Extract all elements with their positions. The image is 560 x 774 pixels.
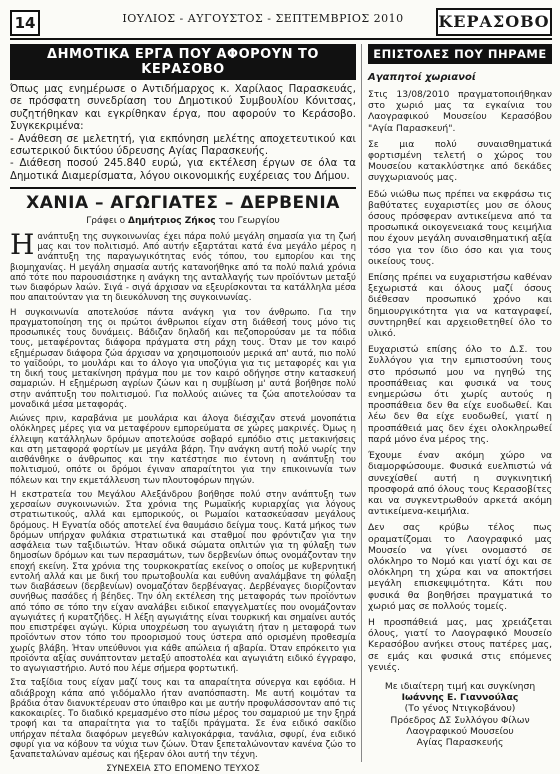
left-column — [10, 44, 356, 774]
letter-salutation: Αγαπητοί χωριανοί — [368, 72, 476, 83]
letters-title: ΕΠΙΣΤΟΛΕΣ ΠΟΥ ΠΗΡΑΜΕ — [368, 44, 552, 64]
article-paragraph-1 — [10, 227, 356, 304]
letter-paragraph: Ευχαριστώ επίσης όλο το Δ.Σ. του Συλλόγου για την εμπιστοσύνη τους στο πρόσωπό μου να ηγηθώ της προσπάθειας και φυσικά να τους ενημερώσω ότι χωρίς αυτούς η προσπάθεια δεν θα είχε ευοδωθεί. Και λέω δεν θα είχε ευοδωθεί, γιατί η προσπάθειά μας δεν έχει ολοκληρωθεί παρά μόνο ένα μέρος της. — [368, 344, 552, 445]
article-headline: ΧΑΝΙΑ – ΑΓΩΓΙΑΤΕΣ – ΔΕΡΒΕΝΙΑ — [26, 192, 340, 213]
section-divider — [10, 187, 356, 189]
letter-paragraph: Εδώ νιώθω πως πρέπει να εκφράσω τις βαθύτατες ευχαριστίες μου σε όλους όσους πρόσφεραν αντικείμενα από τα προσωπικά οικογενειακά τους κειμήλια που έχουν μεγάλη συναισθηματική αξία τόσο για τον ίδιο όσο και για τους οικείους τους. — [368, 188, 552, 267]
letter-paragraph: Σε μια πολύ συναισθηματικά φορτισμένη τελετή ο χώρος του Μουσείου κατακλύστηκε από δεκάδες συγχωριανούς μας. — [368, 138, 552, 184]
signature-org: Λαογραφικού Μουσείου — [406, 725, 514, 737]
header-rule — [10, 38, 552, 40]
article-paragraph-3: Αιώνες πριν, καραβάνια με μουλάρια και άλογα διέσχιζαν στενά μονοπάτια ολόκληρες μέρες για να μεταφέρουν εμπορεύματα σε χώρες μακρινές. Όμως η έλλειψη κατάλληλων δρόμων αποτελούσε σοβαρό εμπόδιο στις μετακινήσεις και στη μεταφορά φορτίων με μεγάλα βάρη. Την ανάγκη αυτή πολύ νωρίς την αισθάνθηκε ο άνθρωπος και την κατέστησε πιο έντονη η ανάπτυξη του πολιτισμού, οπότε οι δρόμοι έγιναν απαραίτητοι για την επικοινωνία των πόλεων και την εκμετάλλευση των πλουτοφόρων πηγών. — [10, 414, 356, 486]
byline-author: Δημήτριος Ζήκος — [128, 215, 216, 226]
article-paragraph-4: Η εκστρατεία του Μεγάλου Αλεξάνδρου βοήθησε πολύ στην ανάπτυξη των χερσαίων συγκοινωνιών. Στα χρόνια της Ρωμαϊκής κυριαρχίας για λόγους στρατιωτικούς, αλλά και εμπορικούς, οι Ρωμαίοι κατασκεύασαν μεγάλους δρόμους. Η Εγνατία οδός αποτελεί ένα θαυμάσιο δείγμα τους. Κατά μήκος των δρόμων υπήρχαν φυλάκια στρατιωτικά και σταθμοί που φρόντιζαν για την ασφάλεια των ταξιδιωτών. Ήταν οδικά σώματα οπλιτών για τη φύλαξη των δημοσίων δρόμων και των περασμάτων, των δερβενίων όπως ονομάζονταν την εποχή εκείνη. Στα χρόνια της τουρκοκρατίας εκείνος ο οποίος με κυβερνητική εντολή αλλά και με δική του πρωτοβουλία και ευθύνη αναλάμβανε τη φύλαξη των διαβάσεων (δερβενίων) ονομαζόταν δερβέναγας. Δερβέναγες διορίζονταν συνήθως πασάδες ή βέηδες. Την όλη εκτέλεση της μεταφοράς των προϊόντων από τόπο σε τόπο την είχαν αναλάβει ειδικοί επαγγελματίες που ονομάζονταν αγωγιάτες ή κυρατζήδες. Η λέξη αγωγιάτης είναι τουρκική και σημαίνει αυτός που επιστρέφει αγώγι. Κύρια υποχρέωση του αγωγιάτη ήταν η μεταφορά των προϊόντων στον τόπο του προορισμού τους ύστερα από ορισμένη προθεσμία χωρίς βλάβη. Ήταν υπεύθυνοι για κάθε απώλεια ή αβαρία. Όταν επρόκειτο για προϊόντα αξίας συνάπτονταν μεταξύ αποστολέα και αγωγιάτη ειδικό έγγραφο, το αγωγιαστήριο. Αυτό που λέμε σήμερα φορτωτική. — [10, 489, 356, 674]
signature-note: (Το γένος Ντιγκοβάνου) — [404, 703, 516, 715]
works-item-2: - Διάθεση ποσού 245.840 ευρώ, για εκτέλεση έργων σε όλα τα Δημοτικά Διαμερίσματα, λόγου οικονομικής ευχέρειας του Δήμου. — [10, 158, 356, 182]
works-body — [10, 84, 356, 183]
letter-paragraph: Δεν σας κρύβω τέλος πως οραματίζομαι το Λαογραφικό μας Μουσείο να γίνει ονομαστό σε ολόκληρο το Νομό και γιατί όχι και σε ολόκληρη τη χώρα και να αποκτήσει μεγάλη επισκεψιμότητα. Κάτι που φυσικά θα βοηθήσει πραγματικά το χωριό μας σε πολλούς τομείς. — [368, 522, 552, 612]
works-item-1: - Ανάθεση σε μελετητή, για εκπόνηση μελέτης αποχετευτικού και εσωτερικού δικτύου ύδρευσης Αγίας Παρασκευής. — [10, 133, 356, 158]
article-byline — [10, 216, 356, 226]
article-paragraph-2: Η συγκοινωνία αποτελούσε πάντα ανάγκη για τον άνθρωπο. Για την πραγματοποίηση της οι πρώτοι άνθρωποι είχαν στη διάθεσή τους μόνο τις προσωπικές τους δυνάμεις. Βάδιζαν δηλαδή και πεζοπορούσαν με τα πόδια τους, μεταφέροντας διάφορα πράγματα στη ράχη τους. Όταν με τον καιρό εξημέρωσαν διάφορα ζώα άρχισαν να χρησιμοποιούν μερικά απ' αυτά, πιο πολύ το γαϊδούρι, το μουλάρι και το άλογο για υποζύγια για τις μεταφορές και για τη δική τους μετακίνηση πράγμα που με τον καιρό οδήγησε στην κατασκευή σαμαριών. Η εξημέρωση αγρίων ζώων και η συμβίωση μ' αυτά βοήθησε πολύ στην ανάπτυξη του πολιτισμού. Για πολλούς αιώνες τα ζώα αποτελούσαν τα μοναδικά μέσα μεταφοράς. — [10, 307, 356, 410]
letter-paragraph: Στις 13/08/2010 πραγματοποιήθηκαν στο χωριό μας τα εγκαίνια του Λαογραφικού Μουσείου Κερασόβου "Αγία Παρασκευή". — [368, 89, 552, 134]
byline-prefix: Γράφει ο — [86, 215, 126, 226]
masthead: ΚΕΡΑΣΟΒΟ — [436, 8, 552, 36]
letter-signature — [368, 681, 552, 748]
page-header — [10, 8, 552, 36]
works-title: ΔΗΜΟΤΙΚΑ ΕΡΓΑ ΠΟΥ ΑΦΟΡΟΥΝ ΤΟ ΚΕΡΑΣΟΒΟ — [10, 44, 356, 80]
right-column — [368, 44, 552, 748]
works-intro: Όπως μας ενημέρωσε ο Αντιδήμαρχος κ. Χαρίλαος Παρασκευάς, σε πρόσφατη συνεδρίαση του Δημοτικού Συμβουλίου Κόνιτσας, συζητήθηκαν και εγκρίθηκαν έργα, που αφορούν το Κεράσοβο. Συγκεκριμένα: — [10, 84, 356, 133]
signature-role: Πρόεδρος ΔΣ Συλλόγου Φίλων — [390, 714, 530, 726]
continued-note: ΣΥΝΕΧΕΙΑ ΣΤΟ ΕΠΟΜΕΝΟ ΤΕΥΧΟΣ — [106, 764, 260, 774]
signature-place: Αγίας Παρασκευής — [416, 736, 504, 748]
article-paragraph-5: Στα ταξίδια τους είχαν μαζί τους και τα απαραίτητα σύνεργα και εφόδια. Η αδιάβροχη κάπα από γιδόμαλλο ήταν αναπόσπαστη. Με αυτή κοιμόταν τα βράδια όταν διανυκτέρευαν στο ύπαιθρο και με αυτήν προφυλάσσονταν από τις κακοκαιρίες. Το διαδικό κρεμασμένο στο πίσω μέρος του σαμαριού με την ξηρά τροφή και τα απαραίτητα για το ταξίδι πράγματα. Σε ένα ειδικό σακίδιο υπήρχαν πέταλα διαφόρων μεγεθών καλιγοκάρφια, τανάλια, σφυρί, ένα ειδικό σφυρί για να κόβουν τα νύχια των ζώων. Όταν ξεπεταλώνονταν κανένα ζώο το ξαναπεταλώναν αμέσως και ήξεραν όλοι αυτή την τέχνη. — [10, 678, 356, 760]
byline-suffix: του Γεωργίου — [218, 215, 280, 226]
letter-paragraph: Επίσης πρέπει να ευχαριστήσω καθέναν ξεχωριστά και όλους μαζί όσους διέθεσαν προσωπικό χρόνο και δημιουργικότητα για να καταγραφεί, συντηρηθεί και αρχειοθετηθεί όλο το υλικό. — [368, 272, 552, 340]
letter-paragraph: Η προσπάθειά μας, μας χρειάζεται όλους, γιατί το Λαογραφικό Μουσείο Κερασόβου ανήκει στους πατέρες μας, σε εμάς και φυσικά στις επόμενες γενιές. — [368, 616, 552, 673]
article-p1-text: ανάπτυξη της συγκοινωνίας έχει πάρα πολύ μεγάλη σημασία για τη ζωή μας και τον πολιτισμό. Από αυτήν εξαρτάται κατά ένα μεγάλο μέρος η ανάπτυξη της παραγωγικότητας ενός τόπου, του εμπορίου και της βιομηχανίας. Η μεγάλη σημασία αυτής κατανοήθηκε από τα πολύ παλιά χρόνια από τότε που παρουσιάστηκε η ανάγκη της ανταλλαγής των προϊόντων μεταξύ των διαφόρων λαών. Σιγά - σιγά άρχισαν να εξευρίσκονται τα κατάλληλα μέσα που απαιτούνταν για τη διευκόλυνση της συγκοινωνίας. — [10, 231, 356, 304]
drop-cap: Η — [10, 227, 35, 261]
signature-name: Ιωάννης Ε. Γιαννούλας — [401, 692, 519, 704]
column-divider — [361, 44, 362, 762]
signature-closing: Με ιδιαίτερη τιμή και συγκίνηση — [384, 680, 536, 692]
letter-paragraph: Έχουμε έναν ακόμη χώρο να διαμορφώσουμε. Φυσικά ευελπιστώ νά συνεχίσθεί αυτή η συγκινητική προσφορά από όλους τους Κερασοβίτες και να συγκεντρωθούν αρκετά ακόμη αντικείμενα-κειμήλια. — [368, 450, 552, 518]
page-number: 14 — [10, 10, 40, 36]
issue-date: ΙΟΥΛΙΟΣ - ΑΥΓΟΥΣΤΟΣ - ΣΕΠΤΕΜΒΡΙΟΣ 2010 — [122, 12, 404, 25]
